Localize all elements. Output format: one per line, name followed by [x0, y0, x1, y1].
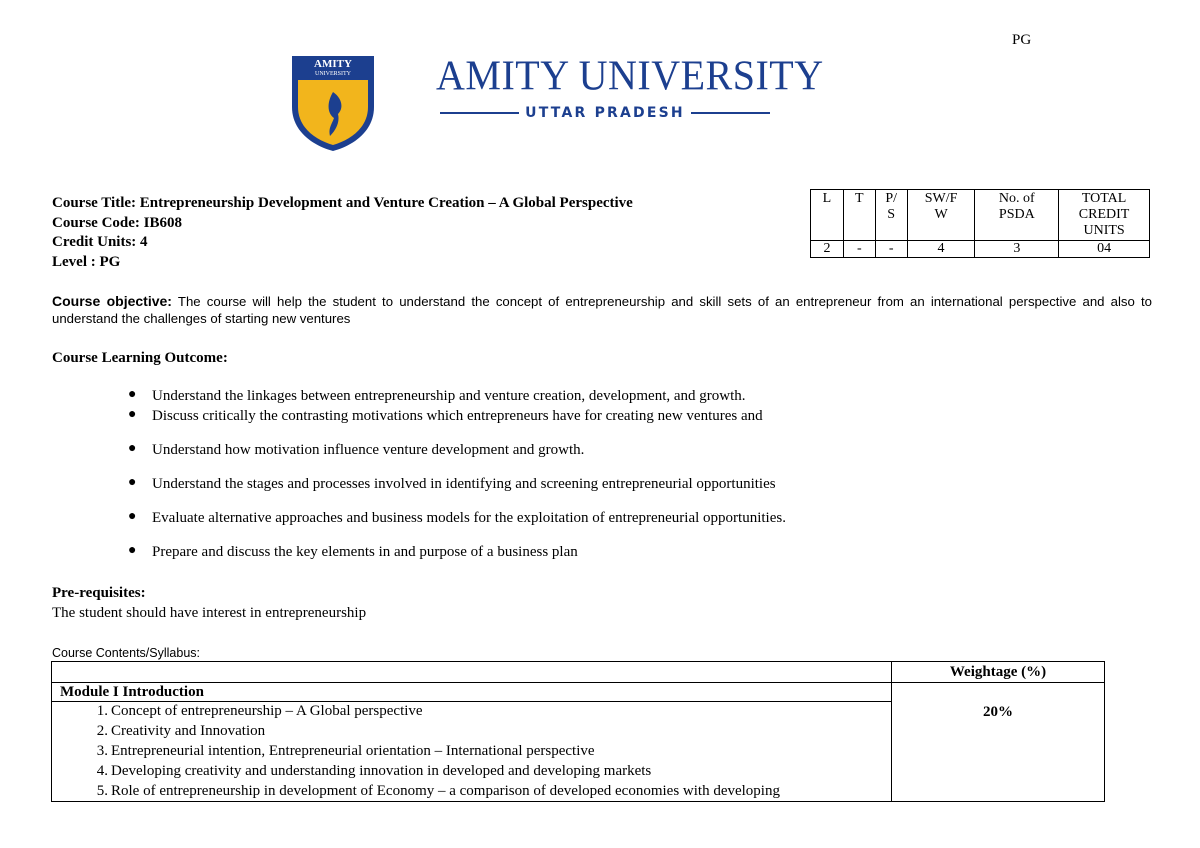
- prerequisites-heading: Pre-requisites:: [52, 585, 146, 601]
- course-code: Course Code: IB608: [52, 214, 182, 231]
- syllabus-header-cell: [52, 662, 891, 683]
- credit-table-value-row: [811, 241, 1150, 258]
- credit-table-header: P/ S: [875, 190, 907, 241]
- divider-right: [691, 112, 770, 114]
- course-credit-units: Credit Units: 4: [52, 234, 148, 250]
- bullet-icon: ●: [128, 407, 137, 422]
- bullet-icon: ●: [128, 475, 137, 490]
- syllabus-label: Course Contents/Syllabus:: [52, 646, 200, 660]
- syllabus-table: [51, 661, 1105, 802]
- credit-table-header: SW/F W: [907, 190, 975, 241]
- page-level-tag: PG: [1012, 32, 1032, 48]
- university-name: AMITY UNIVERSITY: [436, 51, 824, 100]
- credit-table-cell: 3: [975, 241, 1059, 258]
- course-info: [52, 194, 633, 272]
- prerequisites-text: The student should have interest in entrepreneurship: [52, 605, 367, 621]
- bullet-icon: ●: [128, 387, 137, 402]
- credit-table-header: TOTAL CREDIT UNITS: [1059, 190, 1150, 241]
- logo-text-line2: UNIVERSITY: [315, 71, 351, 77]
- weightage-header: Weightage (%): [892, 662, 1104, 683]
- syllabus-topics-column: Module I Introduction 1. Concept of entrepreneurship – A Global perspective 2. Creativity and Innovation 3. Entrepreneurial intention, Entrepreneurial orientation – International perspective 4. Developing creativity and understanding innovation in developed and developing markets 5. Role of entrepreneurship in development of Economy – a comparison of developed economies with developing: [52, 662, 892, 801]
- credit-table-cell: 04: [1059, 241, 1150, 258]
- course-level: Level : PG: [52, 253, 121, 270]
- divider-left: [440, 112, 519, 114]
- module-title: Module I Introduction: [52, 683, 891, 702]
- credit-table-cell: -: [875, 241, 907, 258]
- bullet-icon: ●: [128, 543, 137, 558]
- credit-table-header: L: [811, 190, 844, 241]
- credit-table-cell: 4: [907, 241, 975, 258]
- university-location-banner: [440, 103, 770, 123]
- credit-table-header-row: [811, 190, 1150, 241]
- credit-table-header: No. of PSDA: [975, 190, 1059, 241]
- credit-table-header: T: [843, 190, 875, 241]
- bullet-icon: ●: [128, 509, 137, 524]
- course-title: Course Title: Entrepreneurship Development and Venture Creation – A Global Perspective: [52, 195, 633, 211]
- university-shield-logo: [288, 52, 378, 152]
- module-weightage: 20%: [983, 704, 1013, 720]
- logo-text-line1: AMITY: [314, 58, 352, 70]
- objective-text: The course will help the student to understand the concept of entrepreneurship and skill sets of an entrepreneur from an international perspective and also to understand the challenges of starting new ventures: [52, 294, 1153, 326]
- objective-label: Course objective:: [52, 293, 172, 309]
- credit-table-cell: -: [843, 241, 875, 258]
- course-objective: [52, 293, 1152, 327]
- bullet-icon: ●: [128, 441, 137, 456]
- learning-outcome-heading: Course Learning Outcome:: [52, 350, 228, 366]
- credit-structure-table: [810, 189, 1150, 258]
- credit-table-cell: 2: [811, 241, 844, 258]
- university-location: UTTAR PRADESH: [525, 105, 685, 121]
